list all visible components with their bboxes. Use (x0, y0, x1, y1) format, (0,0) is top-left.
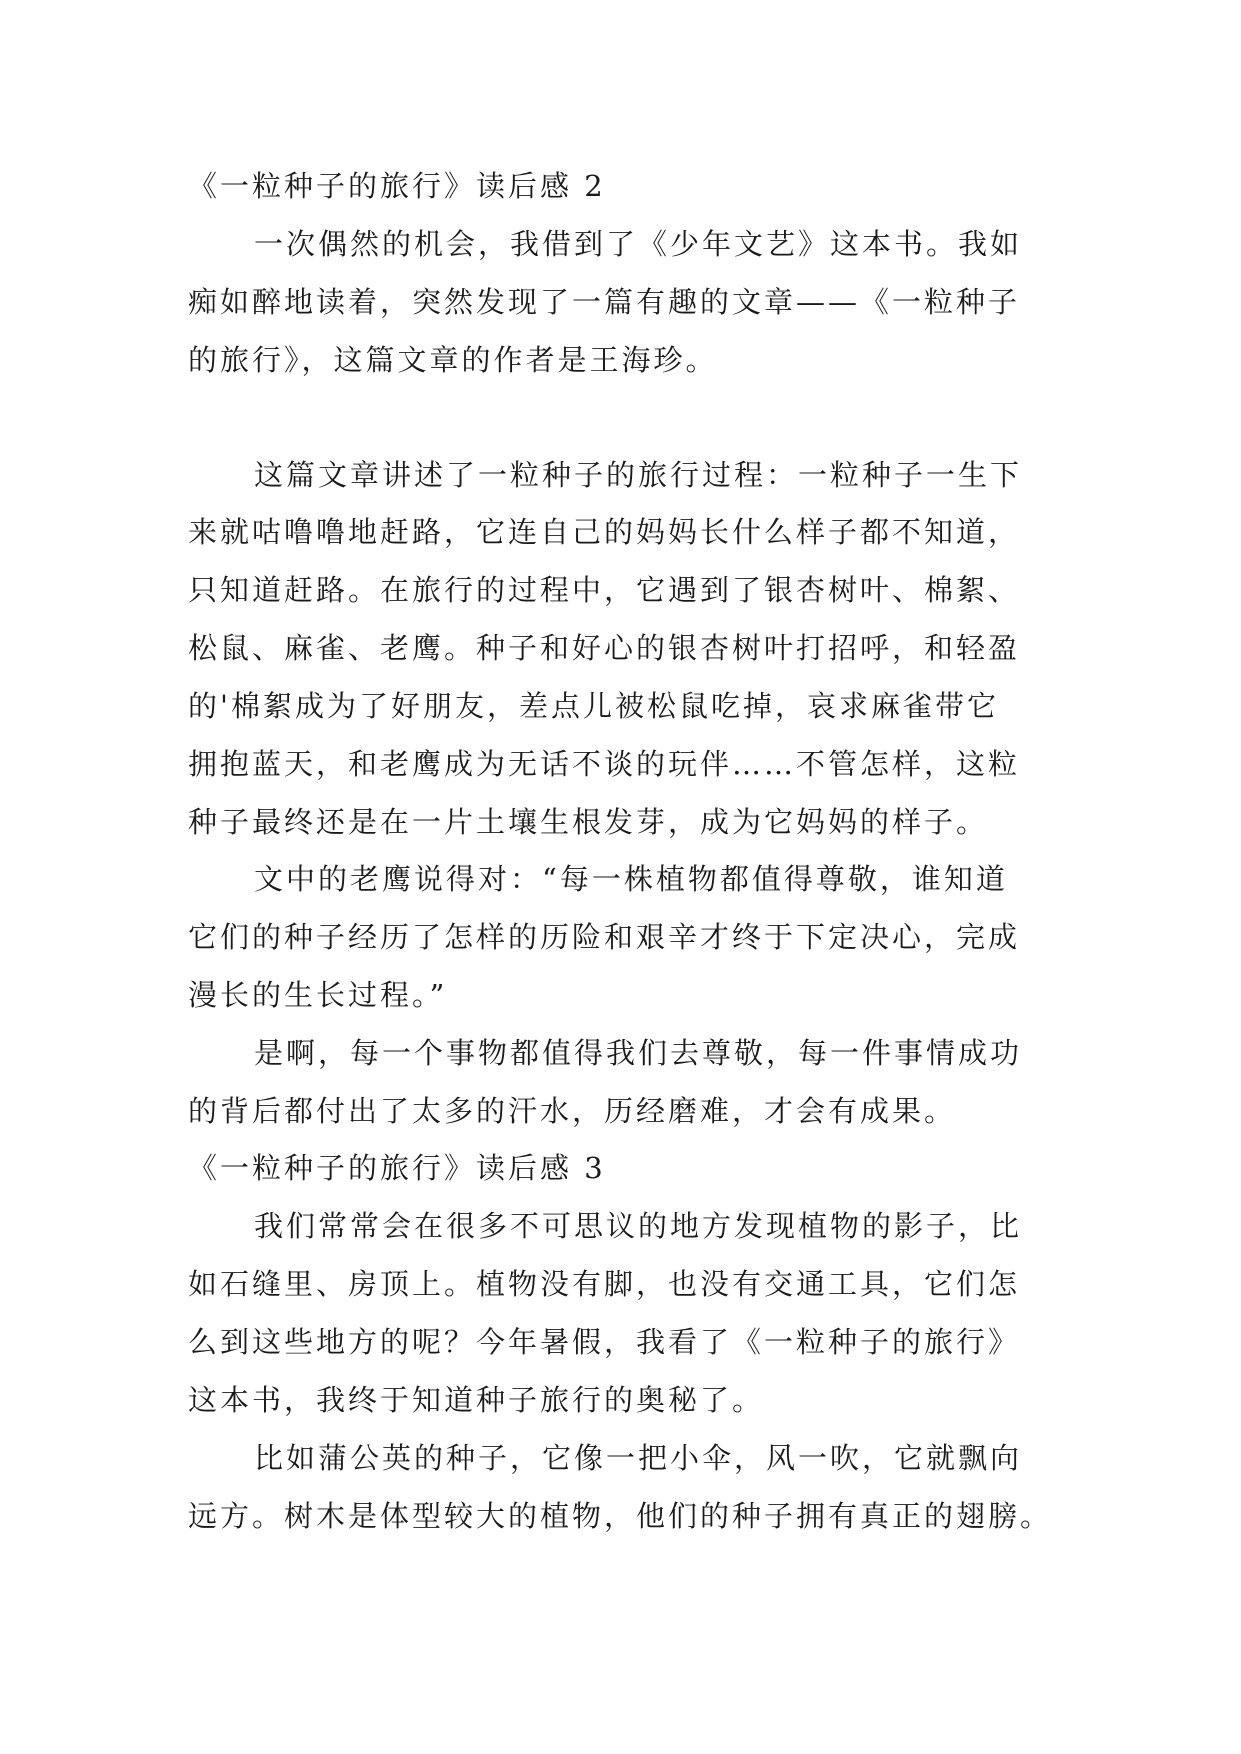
paragraph-line: 如石缝里、房顶上。植物没有脚，也没有交通工具，它们怎 (188, 1267, 1021, 1301)
paragraph-line: 种子最终还是在一片土壤生根发芽，成为它妈妈的样子。 (188, 805, 989, 839)
paragraph-line: 我们常常会在很多不可思议的地方发现植物的影子，比 (254, 1209, 1023, 1243)
paragraph-line: 一次偶然的机会，我借到了《少年文艺》这本书。我如 (254, 227, 1023, 261)
paragraph-line: 这本书，我终于知道种子旅行的奥秘了。 (188, 1383, 765, 1417)
paragraph-line: 的'棉絮成为了好朋友，差点儿被松鼠吃掉，哀求麻雀带它 (188, 689, 999, 723)
paragraph-line: 只知道赶路。在旅行的过程中，它遇到了银杏树叶、棉絮、 (188, 573, 1021, 607)
paragraph-line: 漫长的生长过程。” (188, 978, 448, 1012)
essay-title-3: 《一粒种子的旅行》读后感 3 (188, 1151, 606, 1185)
paragraph-line: 这篇文章讲述了一粒种子的旅行过程：一粒种子一生下 (254, 458, 1023, 492)
paragraph-line: 它们的种子经历了怎样的历险和艰辛才终于下定决心，完成 (188, 920, 1021, 954)
paragraph-line: 来就咕噜噜地赶路，它连自己的妈妈长什么样子都不知道， (188, 515, 1021, 549)
paragraph-line: 是啊，每一个事物都值得我们去尊敬，每一件事情成功 (254, 1036, 1023, 1070)
paragraph-line: 的旅行》，这篇文章的作者是王海珍。 (188, 343, 718, 377)
paragraph-line: 痴如醉地读着，突然发现了一篇有趣的文章——《一粒种子 (188, 285, 1021, 319)
paragraph-line: 远方。树木是体型较大的植物，他们的种子拥有真正的翅膀。 (188, 1499, 1053, 1533)
paragraph-line: 么到这些地方的呢？今年暑假，我看了《一粒种子的旅行》 (188, 1325, 1021, 1359)
essay-title-2: 《一粒种子的旅行》读后感 2 (188, 169, 606, 203)
paragraph-line: 文中的老鹰说得对：“每一株植物都值得尊敬，谁知道 (254, 862, 1008, 896)
paragraph-line: 的背后都付出了太多的汗水，历经磨难，才会有成果。 (188, 1094, 957, 1128)
paragraph-line: 松鼠、麻雀、老鹰。种子和好心的银杏树叶打招呼，和轻盈 (188, 631, 1021, 665)
paragraph-line: 拥抱蓝天，和老鹰成为无话不谈的玩伴……不管怎样，这粒 (188, 747, 1021, 781)
paragraph-line: 比如蒲公英的种子，它像一把小伞，风一吹，它就飘向 (254, 1441, 1023, 1475)
